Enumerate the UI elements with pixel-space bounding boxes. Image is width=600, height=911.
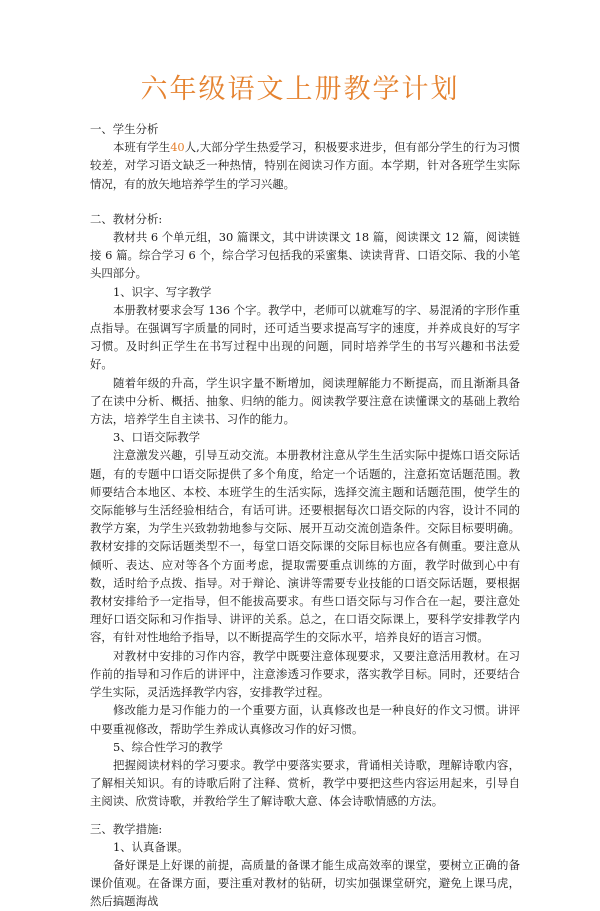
document-body xyxy=(90,120,520,911)
section-2-heading: 二、教材分析: xyxy=(90,211,163,226)
student-count: 40 xyxy=(170,140,185,155)
paragraph: 把握阅读材料的学习要求。教学中要落实要求，背诵相关诗歌，理解诗歌内容，了解相关知识。有的诗歌后附了注释、赏析，教学中要把这些内容运用起来，引导自主阅读、欣赏诗歌，并教给学生了解诗歌大意、体会诗歌情感的方法。 xyxy=(90,757,520,809)
paragraph: 备好课是上好课的前提，高质量的备课才能生成高效率的课堂，要树立正确的备课价值观。在备课方面，要注重对教材的钻研，切实加强课堂研究，避免上课马虎，然后搞题海战 xyxy=(90,857,520,909)
section-3-heading: 三、教学措施: xyxy=(90,821,163,836)
spacer xyxy=(90,193,520,210)
subheading: 1、识字、写字教学 xyxy=(113,284,212,299)
text-run: 本班有学生 xyxy=(113,140,171,155)
paragraph: 对教材中安排的习作内容，教学中既要注意体现要求，又要注意活用教材。在习作前的指导和习作后的讲评中，注意渗透习作要求，落实教学目标。同时，还要结合学生实际，灵活选择教学内容，安排教学过程。 xyxy=(90,648,520,700)
paragraph: 注意激发兴趣，引导互动交流。本册教材注意从学生生活实际中提炼口语交际话题，有的专题中口语交际提供了多个角度，给定一个话题的，注意拓宽话题范围。教师要结合本地区、本校、本班学生的生活实际，选择交流主题和话题范围，使学生的交际能够与生活经验相结合，有话可讲。还要根据每次口语交际的内容，设计不同的教学方案，为学生兴致勃勃地参与交际、展开互动交流创造条件。交际目标要明确。教材安排的交际话题类型不一，每堂口语交际课的交际目标也应各有侧重。要注意从倾听、表达、应对等各个方面考虑，提取需要重点训练的方面，教学时做到心中有数，适时给予点拨、指导。对于辩论、演讲等需要专业技能的口语交际话题，要根据教材安排给予一定指导，但不能拔高要求。有些口语交际与习作合在一起，要注意处理好口语交际和习作指导、讲评的关系。总之，在口语交际课上，要科学安排教学内容，有针对性地给予指导，以不断提高学生的交际水平，培养良好的语言习惯。 xyxy=(90,448,520,645)
paragraph: 随着年级的升高，学生识字量不断增加，阅读理解能力不断提高，而且渐渐具备了在读中分析、概括、抽象、归纳的能力。阅读教学要注意在读懂课文的基础上教给方法，培养学生自主读书、习作的能力。 xyxy=(90,375,520,427)
subheading: 5、综合性学习的教学 xyxy=(113,739,223,754)
section-1-heading: 一、学生分析 xyxy=(90,122,159,136)
paragraph: 本册教材要求会写 136 个字。教学中，老师可以就难写的字、易混淆的字形作重点指导。在强调写字质量的同时，还可适当要求提高写字的速度，并养成良好的写字习惯。及时纠正学生在书写过程中出现的问题，同时培养学生的书写兴趣和书法爱好。 xyxy=(90,302,520,372)
section-1-paragraph xyxy=(90,138,520,193)
text-run: 人,大部分学生热爱学习，积极要求进步，但有部分学生的行为习惯较差，对学习语文缺乏一种热情，特别在阅读习作方面。本学期，针对各班学生实际情况，有的放矢地培养学生的学习兴趣。 xyxy=(90,140,520,191)
paragraph: 修改能力是习作能力的一个重要方面，认真修改也是一种良好的作文习惯。讲评中要重视修改，帮助学生养成认真修改习作的好习惯。 xyxy=(90,703,520,736)
paragraph: 教材共 6 个单元组，30 篇课文，其中讲读课文 18 篇，阅读课文 12 篇，阅读链接 6 篇。综合学习 6 个，综合学习包括我的采蜜集、读读背背、口语交际、我的小笔头四部分。 xyxy=(90,230,520,281)
document-title: 六年级语文上册教学计划 xyxy=(140,74,460,105)
subheading: 3、口语交际教学 xyxy=(113,430,200,445)
subheading: 1、认真备课。 xyxy=(113,839,189,854)
spacer xyxy=(90,811,520,820)
